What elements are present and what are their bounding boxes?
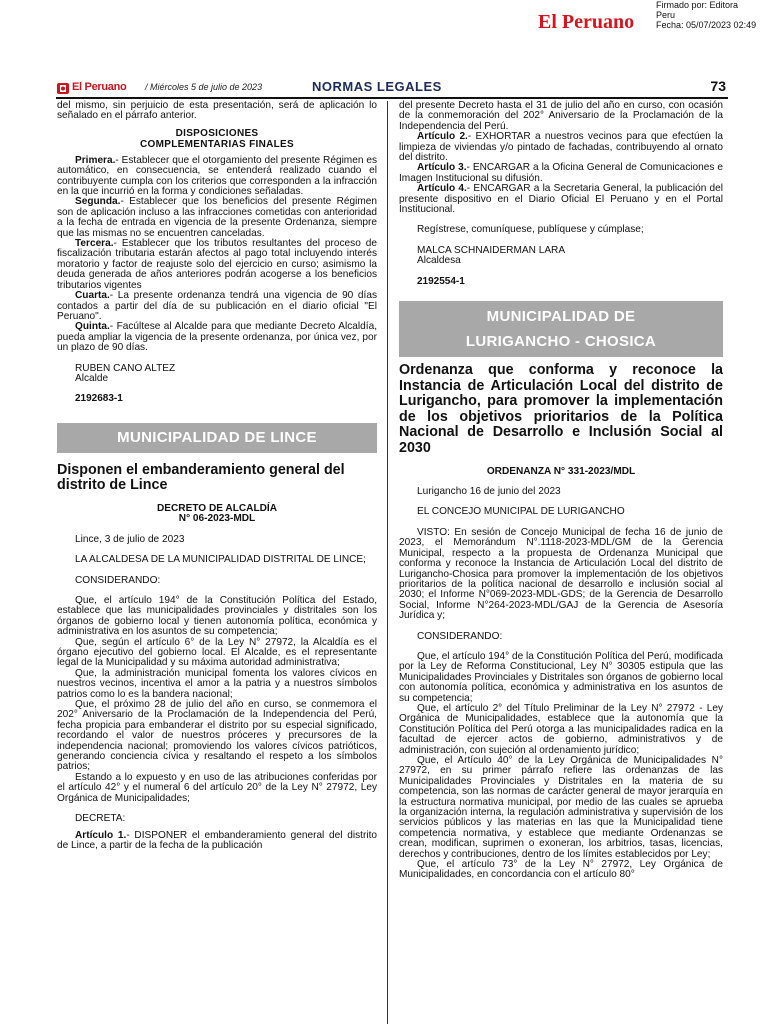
ordinance-number: ORDENANZA N° 331-2023/MDL	[486, 465, 636, 477]
paragraph: del mismo, sin perjuicio de esta presentación, será de aplicación lo señalado en el párrafo anterior.	[57, 100, 377, 122]
page-number: 73	[710, 78, 726, 94]
banner-line: LURIGANCHO - CHOSICA	[465, 333, 657, 351]
signature-logo: El Peruano	[538, 11, 635, 33]
provision-text: - Establecer que los tributos resultantes del proceso de fiscalización tributaria estarán afectos al pago total incluyendo interés moratorio y factor de reajuste solo del ejercicio en curso; asimismo la deuda generada de años anteriores podrán acogerse a los beneficios tributarios vigentes	[57, 238, 377, 291]
decreta-label: DECRETA:	[75, 813, 126, 825]
provision-cuarta	[57, 291, 377, 322]
considerando-label: CONSIDERANDO:	[417, 630, 503, 642]
signer-role: Alcalde	[75, 372, 109, 384]
article-label: Artículo 3.	[417, 162, 467, 174]
article-label: Artículo 1.	[75, 829, 127, 841]
signer-name: RUBEN CANO ALTEZ	[75, 362, 176, 374]
paragraph: Que, el artículo 194° de la Constitución Política del Estado, establece que las municipalidades provinciales y distritales son los órganos de gobierno local y tienen autonomía política, económica y administrativa en los asuntos de su competencia;	[57, 594, 377, 638]
council-line: EL CONCEJO MUNICIPAL DE LURIGANCHO	[417, 506, 625, 518]
provision-label: Segunda.	[75, 196, 121, 208]
page-header	[56, 78, 728, 100]
provision-tercera	[57, 239, 377, 291]
visto-paragraph: VISTO: En sesión de Concejo Municipal de fecha 16 de junio de 2023, el Memorándum N°.1118-2023-MDL/GM de la Gerencia Municipal, respecto a la propuesta de Ordenanza Municipal que conforma y reconoce la Instancia de Articulación Local del distrito de Lurigancho-Chosica para promover la implementación de los objetivos prioritarios de la política nacional de desarrollo e inclusión social al 2030; el Informe N°069-2023-MDL-GDS; de la Gerencia de Desarrollo Social, Informe N°264-2023-MDL/GAJ de la Gerencia de Asesoría Jurídica y;	[399, 526, 723, 622]
provision-text: - Establecer que el otorgamiento del presente Régimen es automático, en consecuencia, se entenderá realizado cuando el contribuyente cumpla con los criterios que corresponden a la infracción en la que incurrió en la forma y condiciones señaladas.	[57, 154, 377, 198]
provision-primera	[57, 156, 377, 198]
article-label: Artículo 4.	[417, 183, 467, 195]
article-headline: Disponen el embanderamiento general del distrito de Lince	[57, 461, 345, 494]
closing-formula: Regístrese, comuníquese, publíquese y cúmplase;	[417, 224, 644, 236]
article-text: - EXHORTAR a nuestros vecinos para que efectúen la limpieza de viviendas y/o pintado de fachadas, contribuyendo al ornato del distrito.	[399, 131, 723, 164]
section-title: NORMAS LEGALES	[312, 79, 442, 94]
right-column	[399, 101, 723, 881]
provision-label: Quinta.	[75, 321, 110, 333]
paragraph: Que, el Artículo 40° de la Ley Orgánica de Municipalidades N° 27972, en su primer párrafo refiere las ordenanzas de las Municipalidades Provinciales y Distritales en la materia de su competencia, son las normas de carácter general de mayor jerarquía en la estructura normativa municipal, por medio de las cuales se aprueba la organización interna, la regulación administrativa y supervisión de los servicios públicos y las materias en las que la Municipalidad tiene competencia normativa, y establece que mediante Ordenanzas se crean, modifican, suprimen o exoneran, los arbitrios, tasas, licencias, derechos y contribuciones, dentro de los límites establecidos por Ley;	[399, 755, 723, 860]
considerando-label: CONSIDERANDO:	[75, 574, 161, 586]
provision-segunda	[57, 197, 377, 239]
article-text: - DISPONER el embanderamiento general del distrito de Lince, a partir de la fecha de la publicación	[57, 829, 378, 851]
provision-text: - Establecer que los beneficios del presente Régimen son de aplicación incluso a las infracciones cometidas con anterioridad a la fecha de entrada en vigencia de la presente Ordenanza, siempre que las mismas no se encuentren canceladas.	[57, 196, 377, 239]
article-3	[399, 163, 723, 184]
municipality-banner: MUNICIPALIDAD DE LINCE	[57, 423, 377, 453]
signer-role: Alcaldesa	[417, 255, 461, 267]
article-label: Artículo 2.	[417, 131, 468, 143]
header-rule	[56, 97, 728, 99]
article-2	[399, 132, 723, 163]
heading-line: DISPOSICIONES	[175, 127, 259, 139]
place-date: Lurigancho 16 de junio del 2023	[417, 486, 561, 498]
provision-label: Tercera.	[75, 238, 114, 250]
left-column	[57, 101, 377, 851]
article-text: - ENCARGAR a la Secretaria General, la publicación del presente dispositivo en el Diario Oficial El Peruano y en el Portal Institucional.	[399, 183, 723, 216]
banner-line: MUNICIPALIDAD DE	[486, 308, 636, 326]
publication-code: 2192683-1	[75, 393, 123, 405]
section-heading	[57, 128, 377, 150]
provision-quinta	[57, 322, 377, 353]
decree-title-line: DECRETO DE ALCALDÍA	[156, 502, 277, 514]
header-brand: El Peruano	[72, 81, 127, 93]
paragraph: Que, según el artículo 6° de la Ley N° 27972, la Alcaldía es el órgano ejecutivo del gobierno local. El Alcalde, es el representante legal de la Municipalidad y su máxima autoridad administrativa;	[57, 636, 377, 669]
paragraph: Que, el artículo 194° de la Constitución Política del Perú, modificada por la Ley de Reforma Constitucional, Ley N° 30305 estipula que las Municipalidades Provinciales y Distritales son órganos de gobierno local con autonomía política, económica y administrativa en los asuntos de su competencia;	[399, 650, 723, 704]
article-headline: Ordenanza que conforma y reconoce la Instancia de Articulación Local del distrito de Lurigancho, para promover la implementación de los objetivos prioritarios de la Política Nacional de Desarrollo e Inclusión Social al 2030	[399, 362, 723, 457]
column-divider	[387, 101, 388, 1024]
signer-name: MALCA SCHNAIDERMAN LARA	[417, 244, 566, 256]
authority-line: LA ALCALDESA DE LA MUNICIPALIDAD DISTRITAL DE LINCE;	[75, 554, 366, 566]
signature-line: Fecha: 05/07/2023 02:49	[656, 20, 757, 30]
paragraph: Que, la administración municipal fomenta los valores cívicos en nuestros vecinos, incentiva el amor a la patria y a nuestros símbolos patrios como lo es la bandera nacional;	[57, 667, 377, 700]
digital-signature	[538, 0, 768, 40]
paragraph: Que, el próximo 28 de julio del año en curso, se conmemora el 202° Aniversario de la Proclamación de la Independencia del Perú, fecha propicia para embanderar el distrito por su especial significado, recordando el valor de nuestros próceres y precursores de la independencia nacional; promoviendo los valores cívicos patrióticos, generando conciencia cívica y resaltando el respeto a los símbolos patrios;	[57, 699, 377, 773]
article-1	[57, 831, 377, 852]
coat-of-arms-icon	[56, 81, 70, 95]
paragraph: Que, el artículo 2° del Título Preliminar de la Ley N° 27972 - Ley Orgánica de Municipalidades, establece que la autonomía que la Constitución Política del Perú otorga a las municipalidades radica en la facultad de ejercer actos de gobierno, administrativos y de administración, con sujeción al ordenamiento jurídico;	[399, 702, 723, 756]
signature-line: Peru	[656, 10, 676, 20]
article-text: - ENCARGAR a la Oficina General de Comunicaciones e Imagen Institucional su difusión.	[399, 162, 723, 184]
paragraph: del presente Decreto hasta el 31 de julio del año en curso, con ocasión de la conmemoración del 202° Aniversario de la Proclamación de la Independencia del Perú.	[399, 100, 723, 132]
heading-line: COMPLEMENTARIAS FINALES	[140, 138, 294, 150]
header-date: / Miércoles 5 de julio de 2023	[145, 82, 263, 92]
provision-label: Cuarta.	[75, 290, 110, 302]
paragraph: Estando a lo expuesto y en uso de las atribuciones conferidas por el artículo 42° y el numeral 6 del artículo 20° de la Ley N° 27972, Ley Orgánica de Municipalidades;	[57, 771, 377, 804]
publication-code: 2192554-1	[417, 275, 465, 287]
decree-number: N° 06-2023-MDL	[178, 513, 256, 525]
signature-text	[656, 0, 756, 30]
paragraph: Que, el artículo 73° de la Ley N° 27972, Ley Orgánica de Municipalidades, en concordancia con el artículo 80°	[399, 859, 723, 881]
municipality-banner	[399, 301, 723, 357]
signature-line: Firmado por: Editora	[656, 0, 739, 10]
place-date: Lince, 3 de julio de 2023	[75, 533, 185, 545]
decree-title	[57, 504, 377, 525]
provision-text: - Facúltese al Alcalde para que mediante Decreto Alcaldía, pueda ampliar la vigencia de la presente ordenanza, por única vez, por un plazo de 90 días.	[57, 321, 377, 354]
article-4	[399, 184, 723, 215]
provision-label: Primera.	[75, 154, 116, 166]
provision-text: - La presente ordenanza tendrá una vigencia de 90 días contados a partir del día de su publicación en el diario oficial "El Peruano".	[57, 290, 377, 322]
